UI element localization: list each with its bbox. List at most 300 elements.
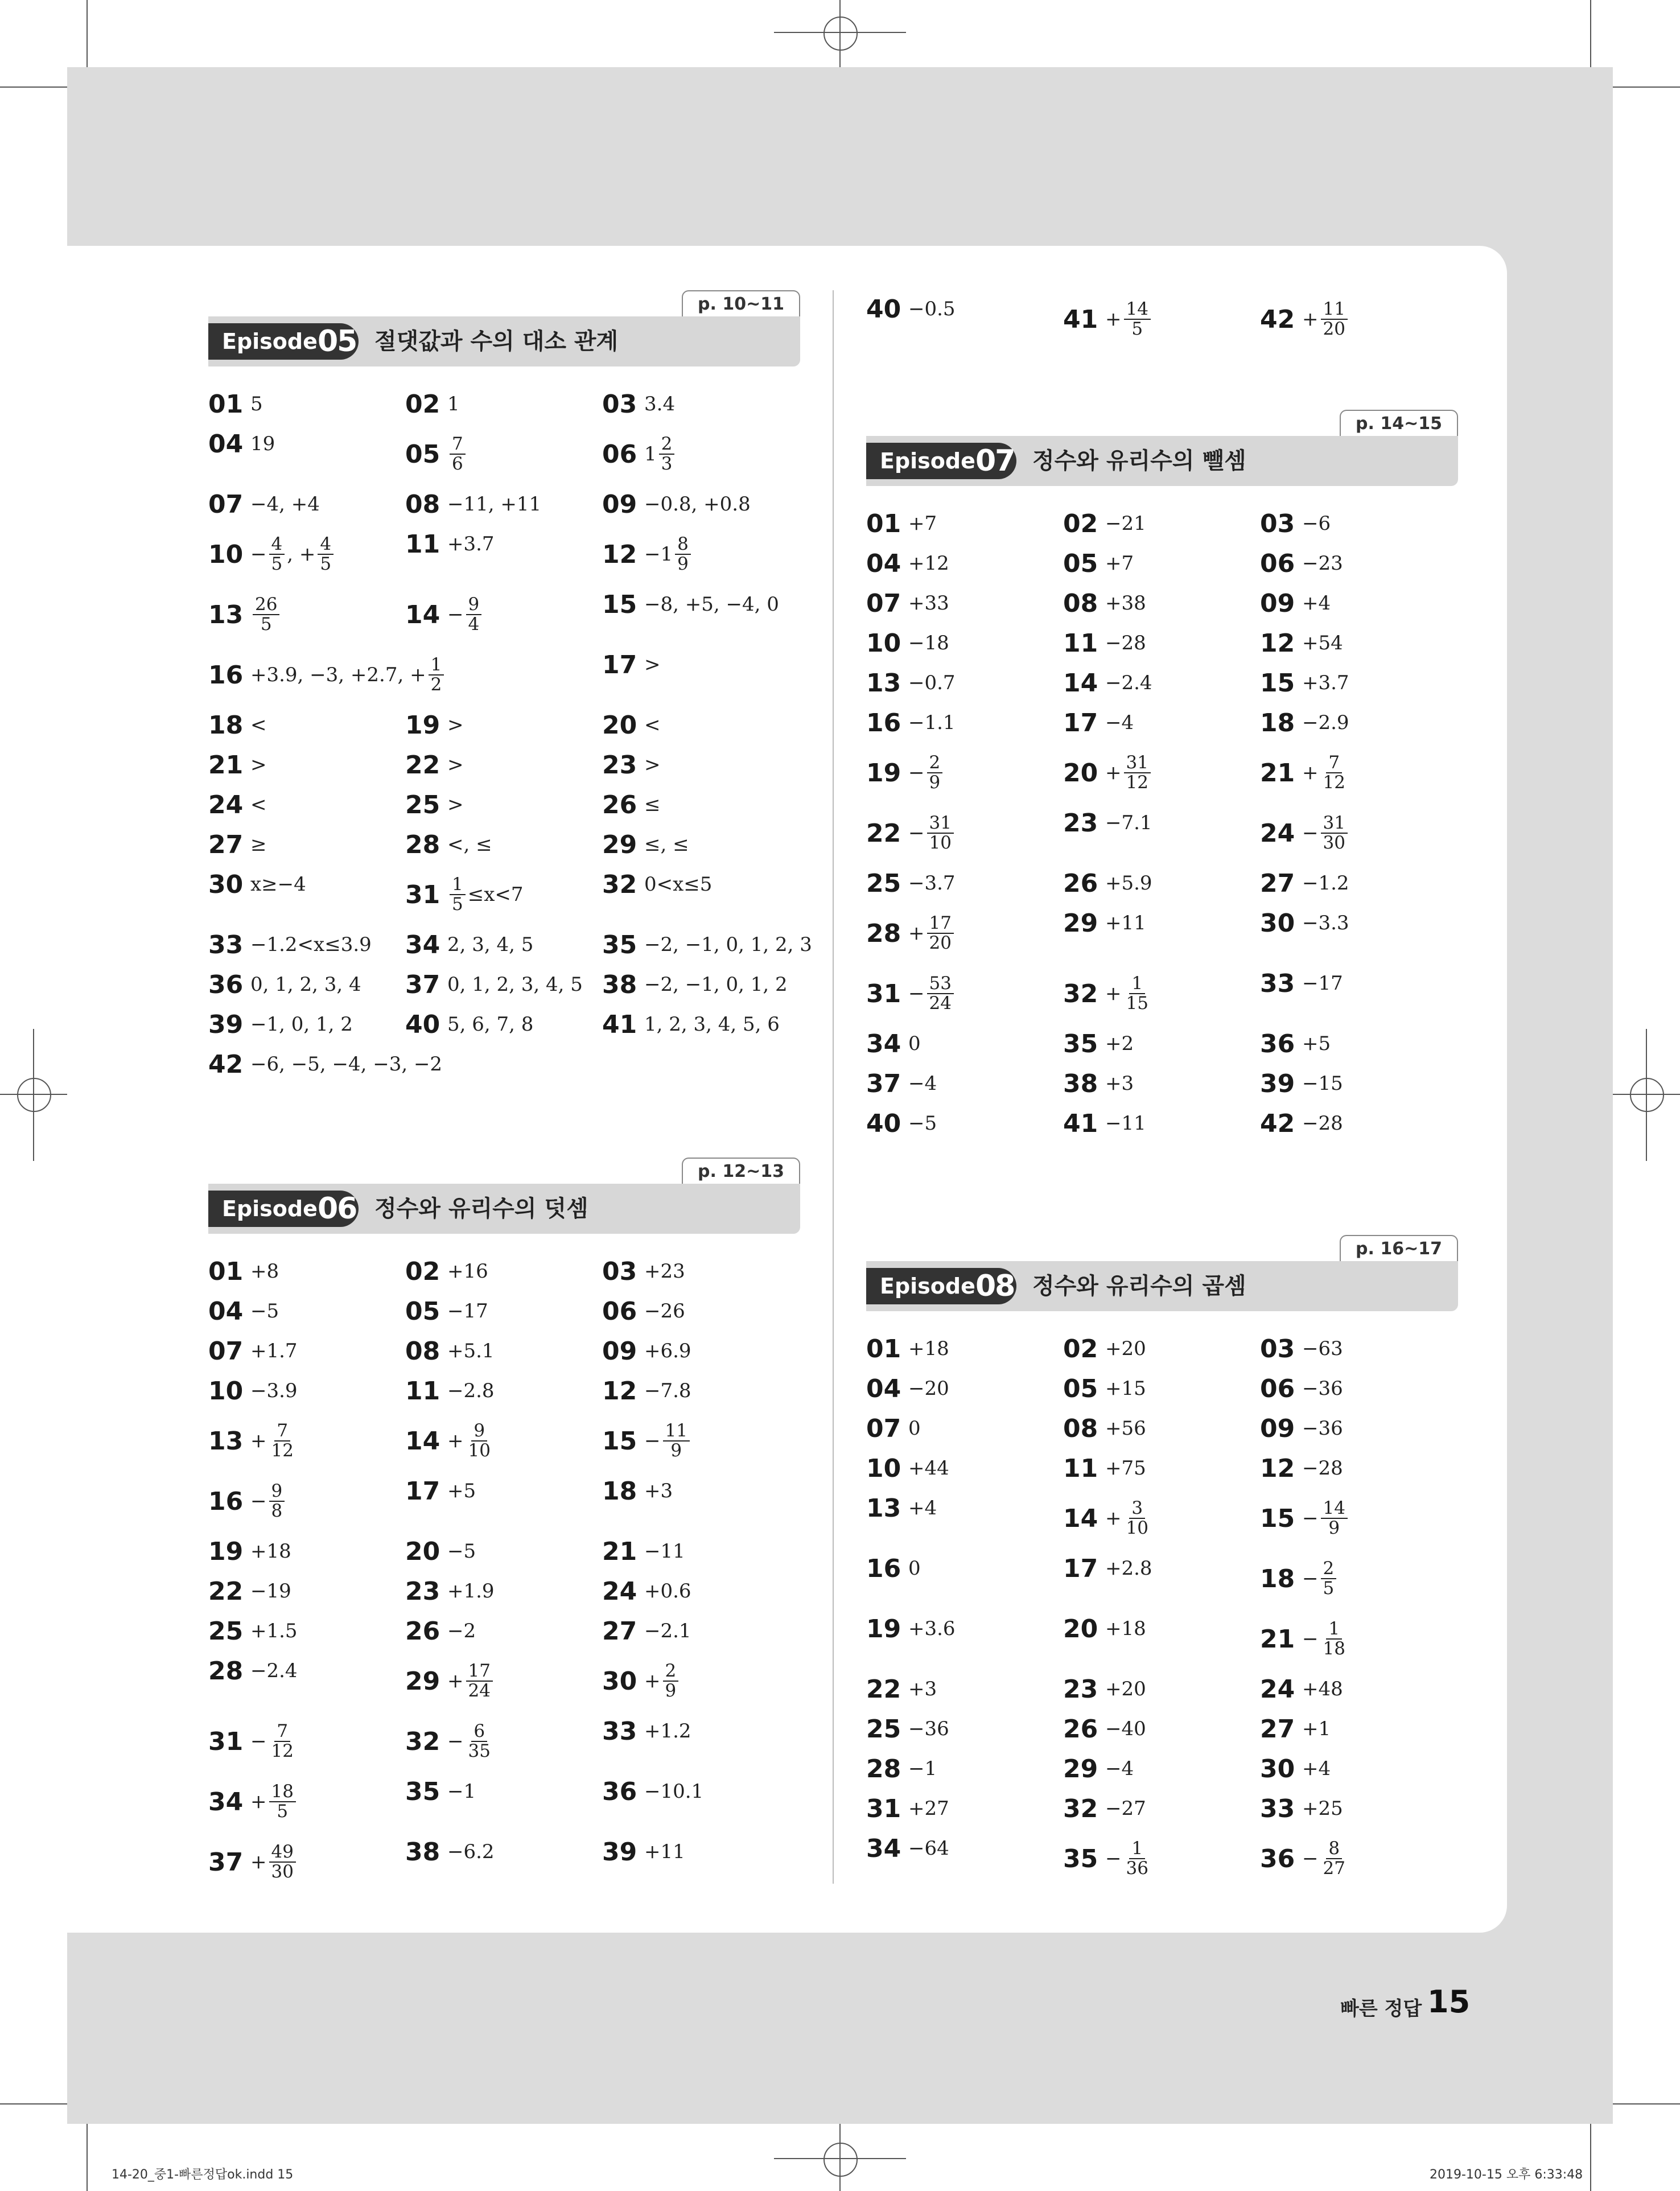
question-number: 14 (405, 1426, 440, 1456)
answer-item (1063, 1448, 1260, 1488)
question-number: 13 (208, 1426, 244, 1456)
question-number: 29 (602, 830, 637, 859)
page-range-tab: p. 16~17 (1340, 1235, 1458, 1262)
page-range-tab: p. 14~15 (1340, 410, 1458, 437)
question-number: 40 (866, 294, 901, 324)
question-number: 33 (602, 1716, 637, 1746)
answer-text: −2, −1, 0, 1, 2, 3 (644, 933, 812, 956)
fraction-numerator: 3 (1129, 1499, 1145, 1519)
question-number: 15 (602, 590, 637, 619)
answer-value (1105, 812, 1152, 834)
question-number: 26 (1063, 1714, 1098, 1744)
answer-value (908, 1797, 949, 1820)
answer-item (602, 1411, 812, 1471)
answer-item (866, 963, 1063, 1024)
fraction (1124, 753, 1151, 792)
answer-value (1105, 1377, 1146, 1400)
question-number: 16 (208, 1486, 244, 1516)
question-number: 38 (602, 970, 637, 999)
question-number: 37 (866, 1069, 901, 1098)
fraction-numerator: 31 (1321, 814, 1348, 834)
fraction-numerator: 2 (927, 753, 943, 773)
fraction (1124, 1499, 1151, 1537)
answer-value (1105, 632, 1146, 654)
answer-text: − (1302, 1628, 1319, 1650)
answer-item (1063, 1408, 1260, 1448)
answer-text: −6 (1302, 512, 1331, 535)
question-number: 09 (1260, 1414, 1295, 1443)
answer-item (866, 504, 1063, 543)
question-number: 19 (866, 1614, 901, 1644)
answer-item (1063, 1709, 1260, 1749)
fraction-numerator: 1 (429, 656, 444, 676)
answer-item (602, 645, 812, 685)
answer-text: + (1302, 308, 1319, 331)
answer-item (1063, 663, 1260, 703)
answer-item (1063, 543, 1260, 583)
fraction-denominator: 30 (1323, 833, 1345, 853)
question-number: 12 (1260, 1453, 1295, 1483)
answer-value (1105, 711, 1134, 734)
answer-text: > (644, 753, 661, 776)
question-number: 05 (405, 1296, 440, 1326)
fraction (663, 1422, 690, 1460)
answer-value (908, 914, 956, 952)
answer-value (250, 1540, 291, 1563)
answer-item (866, 703, 1063, 743)
answer-text: −28 (1105, 632, 1146, 654)
answer-value (447, 833, 492, 856)
question-number: 10 (208, 1376, 244, 1406)
answer-item (1063, 1488, 1260, 1548)
question-number: 03 (1260, 509, 1295, 538)
answer-value (1302, 1757, 1331, 1780)
answer-value (250, 1422, 298, 1460)
episode-number: 05 (318, 324, 357, 359)
fraction-numerator: 4 (318, 535, 333, 555)
answer-item (1063, 1749, 1260, 1789)
answer-item (208, 645, 602, 705)
answer-value (250, 1379, 298, 1402)
fraction-denominator: 12 (1126, 772, 1148, 793)
question-number: 40 (405, 1010, 440, 1039)
answer-item (602, 424, 812, 484)
fraction-denominator: 5 (271, 554, 283, 574)
episode-label: Episode (222, 1196, 318, 1221)
answer-item (602, 524, 812, 584)
answer-text: +23 (644, 1260, 685, 1283)
fraction-denominator: 9 (665, 1681, 677, 1701)
question-number: 36 (1260, 1844, 1295, 1873)
answer-item (1260, 1024, 1469, 1064)
answer-item (602, 1571, 812, 1611)
answer-item (1260, 1488, 1469, 1548)
question-number: 36 (602, 1777, 637, 1806)
question-number: 27 (602, 1616, 637, 1646)
answer-value (1105, 1757, 1134, 1780)
fraction (675, 535, 691, 573)
answer-text: +25 (1302, 1797, 1343, 1820)
answer-value (250, 1260, 279, 1283)
answer-item (1260, 1369, 1469, 1408)
question-number: 18 (602, 1476, 637, 1506)
answer-item (1260, 1749, 1469, 1789)
fraction-numerator: 11 (663, 1422, 690, 1442)
answer-text: 1, 2, 3, 4, 5, 6 (644, 1013, 780, 1036)
answer-value (908, 1617, 956, 1640)
answer-value (1105, 300, 1153, 338)
question-number: 10 (866, 628, 901, 658)
fraction (466, 1722, 493, 1760)
answer-text: +7 (908, 512, 937, 535)
answer-text: −2.4 (1105, 672, 1152, 694)
answer-text: +11 (644, 1840, 685, 1863)
crop-mark (1613, 2103, 1680, 2104)
answer-text: −0.8, +0.8 (644, 493, 751, 516)
answer-item (602, 1611, 812, 1651)
answer-grid (866, 504, 1469, 1143)
answer-text: −36 (1302, 1377, 1343, 1400)
question-number: 03 (602, 1257, 637, 1286)
answer-item (1260, 1448, 1469, 1488)
answer-item (1063, 1103, 1260, 1143)
answer-item (602, 785, 812, 825)
answer-item (208, 1331, 405, 1371)
answer-item (208, 1611, 405, 1651)
answer-item (602, 1291, 812, 1331)
fraction-numerator: 17 (466, 1662, 493, 1682)
answer-text: −2, −1, 0, 1, 2 (644, 973, 788, 996)
episode-number: 06 (318, 1192, 357, 1226)
answer-text: −1 (447, 1780, 476, 1803)
answer-value (908, 552, 949, 575)
fraction-denominator: 6 (452, 454, 463, 474)
answer-grid (208, 1251, 812, 1892)
episode-number: 07 (975, 444, 1015, 478)
question-number: 40 (866, 1109, 901, 1138)
crop-mark (1590, 2124, 1591, 2191)
answer-value (1302, 1457, 1343, 1480)
answer-item (1063, 583, 1260, 623)
answer-text: + (1105, 761, 1122, 784)
answer-text: +5 (447, 1480, 476, 1502)
question-number: 10 (866, 1453, 901, 1483)
answer-item (602, 864, 812, 904)
answer-text: +4 (1302, 1757, 1331, 1780)
fraction-numerator: 1 (1326, 1620, 1342, 1640)
fraction (269, 1482, 285, 1520)
answer-text: + (250, 1790, 267, 1813)
answer-text: > (644, 653, 661, 676)
answer-value (447, 1300, 488, 1323)
question-number: 20 (602, 710, 637, 740)
answer-text: −3.3 (1302, 912, 1349, 934)
fraction (1321, 1499, 1348, 1537)
answer-text: −2.4 (250, 1659, 298, 1682)
answer-item (866, 1709, 1063, 1749)
answer-value (250, 1659, 298, 1682)
answer-value (1302, 1559, 1339, 1597)
episode-title: 정수와 유리수의 곱셈 (1032, 1273, 1246, 1299)
question-number: 27 (1260, 1714, 1295, 1744)
question-number: 21 (208, 750, 244, 780)
answer-text: −20 (908, 1377, 949, 1400)
question-number: 31 (208, 1727, 244, 1756)
answer-text: −10.1 (644, 1780, 704, 1803)
answer-item (602, 1471, 812, 1511)
answer-text: + (447, 1670, 464, 1692)
answer-text: −11 (644, 1540, 685, 1563)
answer-item (1063, 289, 1260, 349)
answer-value (1105, 1499, 1153, 1537)
question-number: 01 (866, 509, 901, 538)
fraction-numerator: 17 (927, 914, 954, 934)
answer-value (447, 1780, 476, 1803)
answer-text: +5.9 (1105, 872, 1152, 895)
fraction (429, 656, 444, 694)
answer-value (250, 873, 306, 896)
answer-text: −27 (1105, 1797, 1146, 1820)
answer-item (1063, 743, 1260, 803)
answer-text: 0, 1, 2, 3, 4 (250, 973, 361, 996)
answer-text: +1.5 (250, 1620, 298, 1642)
question-number: 03 (1260, 1334, 1295, 1364)
answer-item (1260, 1669, 1469, 1709)
answer-value (447, 533, 495, 555)
answer-item (866, 543, 1063, 583)
answer-item (208, 965, 405, 1004)
answer-item (405, 1711, 602, 1772)
question-number: 18 (208, 710, 244, 740)
answer-value (1302, 1072, 1343, 1095)
answer-item (208, 1471, 405, 1531)
answer-item (208, 864, 405, 904)
fraction-denominator: 9 (929, 772, 941, 793)
answer-text: +1.2 (644, 1720, 691, 1743)
question-number: 23 (602, 750, 637, 780)
question-number: 37 (208, 1847, 244, 1877)
fraction-denominator: 9 (1328, 1518, 1340, 1538)
answer-value (1302, 1032, 1331, 1055)
answer-text: < (644, 714, 661, 736)
crop-mark (0, 87, 67, 88)
answer-value (1302, 1839, 1350, 1877)
answer-grid (866, 1329, 1469, 1889)
answer-value (1302, 1718, 1331, 1740)
question-number: 33 (1260, 1794, 1295, 1823)
answer-value (1105, 592, 1146, 615)
fraction (269, 1722, 296, 1760)
answer-item (208, 1411, 405, 1471)
answer-text: +2.8 (1105, 1557, 1152, 1580)
answer-text: −26 (644, 1300, 685, 1323)
answer-item (1260, 1709, 1469, 1749)
answer-text: −3.7 (908, 872, 956, 895)
question-number: 12 (602, 539, 637, 569)
answer-item (1063, 623, 1260, 663)
answer-item (1260, 1789, 1469, 1828)
answer-item (866, 1789, 1063, 1828)
answer-text: −23 (1302, 552, 1343, 575)
answer-value (1105, 1337, 1146, 1360)
answer-text: <, ≤ (447, 833, 492, 856)
fraction-denominator: 35 (468, 1741, 491, 1761)
answer-value (908, 512, 937, 535)
question-number: 39 (1260, 1069, 1295, 1098)
answer-item (1260, 1064, 1469, 1103)
question-number: 20 (405, 1537, 440, 1566)
answer-text: +1 (1302, 1718, 1331, 1740)
fraction-numerator: 14 (1321, 1499, 1348, 1519)
answer-value (1302, 814, 1350, 852)
answer-text: −36 (908, 1718, 949, 1740)
question-number: 15 (602, 1426, 637, 1456)
answer-value (644, 1580, 691, 1603)
answer-value (908, 753, 945, 792)
answer-item (866, 663, 1063, 703)
question-number: 06 (1260, 1374, 1295, 1403)
answer-text: −36 (1302, 1417, 1343, 1440)
answer-value (1105, 1457, 1146, 1480)
question-number: 19 (405, 710, 440, 740)
question-number: 12 (602, 1376, 637, 1406)
answer-value (1105, 1718, 1146, 1740)
answer-value (908, 1417, 921, 1440)
question-number: 10 (208, 539, 244, 569)
answer-text: + (1105, 982, 1122, 1005)
episode-label: Episode (880, 448, 975, 473)
answer-value (644, 933, 812, 956)
fraction (663, 1662, 679, 1700)
question-number: 30 (1260, 1754, 1295, 1784)
answer-text: +3 (908, 1678, 937, 1700)
answer-text: + (250, 1851, 267, 1873)
answer-value (1105, 672, 1152, 694)
episode-header (208, 316, 800, 366)
question-number: 27 (1260, 868, 1295, 898)
question-number: 22 (866, 818, 901, 848)
answer-item (602, 1711, 812, 1751)
answer-text: −4 (908, 1072, 937, 1095)
answer-value (1105, 1072, 1134, 1095)
answer-item (866, 803, 1063, 863)
answer-value (1105, 1112, 1146, 1135)
answer-item (208, 584, 405, 645)
answer-text: − (250, 1490, 267, 1513)
answer-value (908, 1112, 937, 1135)
answer-text: − (1302, 1847, 1319, 1870)
question-number: 03 (602, 389, 637, 419)
answer-item (208, 825, 405, 864)
fraction-numerator: 2 (663, 1662, 679, 1682)
question-number: 35 (1063, 1844, 1098, 1873)
question-number: 07 (208, 1336, 244, 1366)
fraction-denominator: 3 (661, 454, 673, 474)
answer-text: ≤, ≤ (644, 833, 689, 856)
question-number: 18 (1260, 1564, 1295, 1593)
question-number: 27 (208, 830, 244, 859)
answer-text: 0<x≤5 (644, 873, 713, 896)
answer-text: +0.6 (644, 1580, 691, 1603)
episode-header (866, 436, 1458, 486)
answer-item (866, 583, 1063, 623)
question-number: 24 (1260, 1674, 1295, 1704)
answer-value (1302, 753, 1350, 792)
question-number: 06 (1260, 549, 1295, 578)
answer-text: 5, 6, 7, 8 (447, 1013, 534, 1036)
question-number: 08 (1063, 1414, 1098, 1443)
answer-item (866, 1669, 1063, 1709)
fraction-denominator: 36 (1126, 1858, 1148, 1879)
answer-text: + (1105, 308, 1122, 331)
question-number: 08 (405, 489, 440, 519)
fraction-numerator: 2 (1321, 1559, 1337, 1579)
answer-value (644, 393, 675, 415)
answer-item (405, 825, 602, 864)
answer-item (1260, 1609, 1469, 1669)
answer-value (1302, 1499, 1350, 1537)
fraction (318, 535, 333, 573)
question-number: 09 (602, 1336, 637, 1366)
answer-text: ≤x<7 (467, 883, 524, 906)
answer-value (644, 653, 661, 676)
question-number: 35 (405, 1777, 440, 1806)
fraction (1124, 300, 1151, 338)
answer-item (1063, 1024, 1260, 1064)
question-number: 28 (208, 1656, 244, 1686)
question-number: 02 (405, 1257, 440, 1286)
answer-value (908, 1678, 937, 1700)
fraction-denominator: 5 (1131, 319, 1143, 339)
answer-text: +11 (1105, 912, 1146, 934)
answer-item (208, 1044, 602, 1084)
question-number: 21 (602, 1537, 637, 1566)
question-number: 05 (1063, 549, 1098, 578)
answer-item (602, 925, 812, 965)
answer-value (1105, 1797, 1146, 1820)
episode-number: 08 (975, 1269, 1015, 1303)
question-number: 19 (866, 758, 901, 788)
fraction-denominator: 5 (1323, 1578, 1335, 1599)
question-number: 07 (866, 1414, 901, 1443)
answer-item (1260, 1828, 1469, 1889)
answer-text: +33 (908, 592, 949, 615)
answer-item (208, 785, 405, 825)
question-number: 06 (602, 439, 637, 469)
fraction-denominator: 12 (271, 1440, 294, 1461)
episode-label: Episode (880, 1274, 975, 1299)
answer-item (602, 965, 812, 1004)
fraction (1124, 1839, 1151, 1877)
answer-value (447, 973, 583, 996)
answer-value (1302, 552, 1343, 575)
answer-value (447, 595, 484, 633)
question-number: 12 (1260, 628, 1295, 658)
answer-item (208, 1651, 405, 1691)
answer-item (1260, 289, 1469, 349)
answer-item (1260, 543, 1469, 583)
answer-value (1302, 711, 1349, 734)
answer-text: +12 (908, 552, 949, 575)
fraction (927, 914, 954, 952)
answer-value (250, 1013, 353, 1036)
answer-value (644, 873, 712, 896)
question-number: 30 (602, 1666, 637, 1696)
answer-text: 1 (644, 443, 657, 466)
question-number: 28 (405, 830, 440, 859)
answer-text: +4 (1302, 592, 1331, 615)
crop-mark (87, 0, 88, 67)
